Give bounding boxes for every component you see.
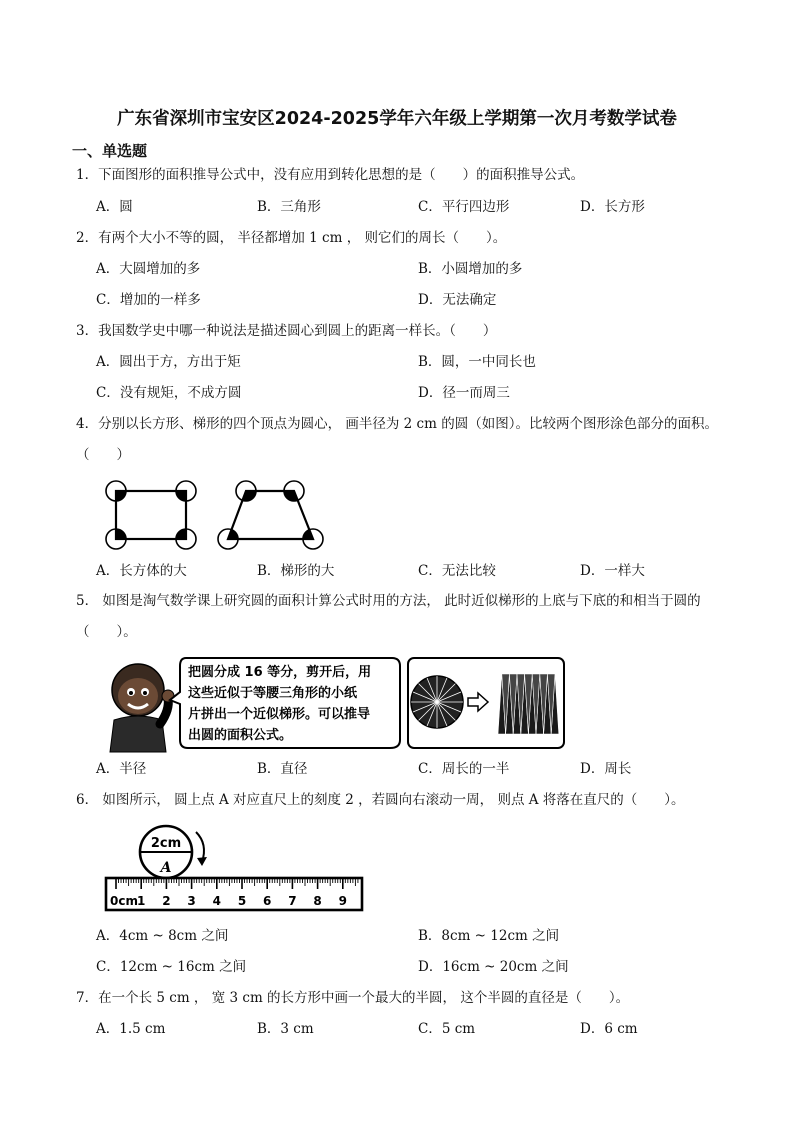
q2-option-c[interactable]: C．增加的一样多 xyxy=(96,292,201,308)
q7-option-a[interactable]: A．1.5 cm xyxy=(96,1021,166,1037)
q5-option-c[interactable]: C．周长的一半 xyxy=(418,761,510,777)
question-7: 7．在一个长 5 cm ， 宽 3 cm 的长方形中画一个最大的半圆， 这个半圆的直径是（ ）。 xyxy=(76,990,630,1006)
q6-option-a[interactable]: A．4cm ~ 8cm 之间 xyxy=(96,928,229,944)
point-a-label: A xyxy=(160,860,172,876)
bubble-line-3: 片拼出一个近似梯形。可以推导 xyxy=(188,707,371,722)
bubble-line-1: 把圆分成 16 等分，剪开后，用 xyxy=(188,665,372,680)
ruler-label: 6 xyxy=(263,894,272,908)
ruler-label: 7 xyxy=(288,894,297,908)
q6-figure xyxy=(104,822,374,914)
question-6: 6． 如图所示， 圆上点 A 对应直尺上的刻度 2 ，若圆向右滚动一周， 则点 A 将落在直尺的（ ）。 xyxy=(76,792,685,808)
q6-option-d[interactable]: D．16cm ~ 20cm 之间 xyxy=(418,959,569,975)
question-3: 3．我国数学史中哪一种说法是描述圆心到圆上的距离一样长。（ ） xyxy=(76,323,497,339)
q4-figure xyxy=(100,476,330,554)
ruler-label: 1 xyxy=(137,894,146,908)
ruler-label: 4 xyxy=(212,894,221,908)
q5-option-b[interactable]: B．直径 xyxy=(257,761,308,777)
q1-option-d[interactable]: D．长方形 xyxy=(580,199,645,215)
ruler-label: 8 xyxy=(313,894,322,908)
q3-option-b[interactable]: B．圆，一中同长也 xyxy=(418,354,536,370)
rotate-arrow-icon xyxy=(197,857,207,866)
bubble-line-4: 出圆的面积公式。 xyxy=(188,728,293,743)
rolling-circle xyxy=(140,826,207,878)
boy-illustration xyxy=(110,664,174,752)
q5-figure xyxy=(100,652,570,754)
q4-option-a[interactable]: A．长方体的大 xyxy=(96,563,187,579)
q7-option-b[interactable]: B．3 cm xyxy=(257,1021,314,1037)
q2-option-d[interactable]: D．无法确定 xyxy=(418,292,497,308)
ruler-label: 9 xyxy=(338,894,347,908)
q5-option-a[interactable]: A．半径 xyxy=(96,761,147,777)
bubble-line-2: 这些近似于等腰三角形的小纸 xyxy=(188,686,358,701)
q6-option-b[interactable]: B．8cm ~ 12cm 之间 xyxy=(418,928,560,944)
approximate-trapezoid xyxy=(498,674,559,734)
q6-option-c[interactable]: C．12cm ~ 16cm 之间 xyxy=(96,959,247,975)
q4-option-b[interactable]: B．梯形的大 xyxy=(257,563,335,579)
question-1: 1．下面图形的面积推导公式中，没有应用到转化思想的是（ ）的面积推导公式。 xyxy=(76,167,585,183)
q4-option-d[interactable]: D．一样大 xyxy=(580,563,645,579)
q3-option-c[interactable]: C．没有规矩，不成方圆 xyxy=(96,385,242,401)
ruler-label: 3 xyxy=(187,894,196,908)
ruler-label: 2 xyxy=(162,894,171,908)
circle-diameter-label: 2cm xyxy=(150,836,182,851)
question-4: 4．分别以长方形、梯形的四个顶点为圆心， 画半径为 2 cm 的圆（如图）。比较两个图形涂色部分的面积。（ ） xyxy=(76,416,718,463)
q2-option-a[interactable]: A．大圆增加的多 xyxy=(96,261,201,277)
q4-option-c[interactable]: C．无法比较 xyxy=(418,563,496,579)
q1-option-c[interactable]: C．平行四边形 xyxy=(418,199,510,215)
trapezoid-figure xyxy=(218,481,323,549)
section-heading: 一、单选题 xyxy=(72,142,148,160)
sectored-circle xyxy=(411,676,463,728)
q2-option-b[interactable]: B．小圆增加的多 xyxy=(418,261,523,277)
q1-option-a[interactable]: A．圆 xyxy=(96,199,133,215)
q5-option-d[interactable]: D．周长 xyxy=(580,761,632,777)
question-5: 5． 如图是淘气数学课上研究圆的面积计算公式时用的方法， 此时近似梯形的上底与下底的和相当于圆的（ ）。 xyxy=(76,593,701,640)
ruler-label: 5 xyxy=(237,894,247,908)
q3-option-d[interactable]: D．径一而周三 xyxy=(418,385,510,401)
ruler-label: 0cm xyxy=(110,894,138,908)
rectangle-figure xyxy=(106,481,196,549)
q3-option-a[interactable]: A．圆出于方，方出于矩 xyxy=(96,354,241,370)
q7-option-c[interactable]: C．5 cm xyxy=(418,1021,476,1037)
q7-option-d[interactable]: D．6 cm xyxy=(580,1021,638,1037)
page-title: 广东省深圳市宝安区2024-2025学年六年级上学期第一次月考数学试卷 xyxy=(117,109,677,129)
q1-option-b[interactable]: B．三角形 xyxy=(257,199,321,215)
question-2: 2．有两个大小不等的圆， 半径都增加 1 cm ， 则它们的周长（ ）。 xyxy=(76,230,507,246)
